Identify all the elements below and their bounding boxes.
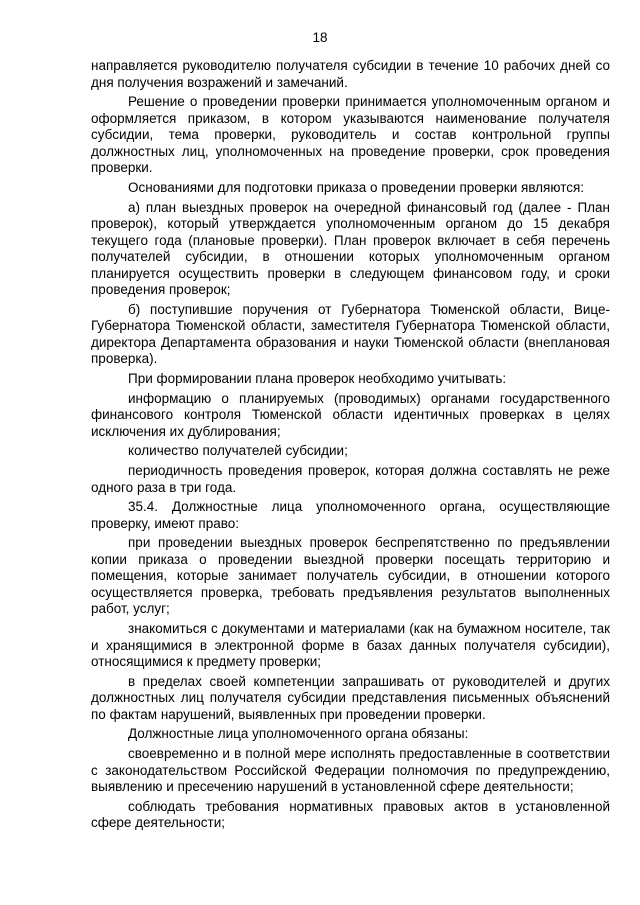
paragraph: Решение о проведении проверки принимается уполномоченным органом и оформляется приказом, в котором указываются наименование получателя субсидии, тема проверки, руководитель и состав контрольной группы должностных лиц, уполномоченных на проведение проверки, срок проведения проверки. (91, 94, 610, 176)
paragraph: количество получателей субсидии; (128, 443, 348, 459)
paragraph: своевременно и в полной мере исполнять предоставленные в соответствии с законодательством Российской Федерации полномочия по предупреждению, выявлению и пресечению нарушений в установленной сфере деятельности; (91, 746, 610, 795)
paragraph: При формировании плана проверок необходимо учитывать: (128, 370, 507, 386)
paragraph: периодичность проведения проверок, которая должна составлять не реже одного раза в три года. (91, 463, 610, 495)
paragraph: информацию о планируемых (проводимых) органами государственного финансового контроля Тюменской области идентичных проверках в целях исключения их дублирования; (91, 390, 610, 439)
page-number: 18 (312, 30, 328, 45)
document-body (91, 58, 610, 835)
paragraph: Должностные лица уполномоченного органа обязаны: (128, 726, 469, 742)
paragraph: соблюдать требования нормативных правовых актов в установленной сфере деятельности; (91, 798, 610, 831)
paragraph: а) план выездных проверок на очередной финансовый год (далее - План проверок), который утверждается уполномоченным органом до 15 декабря текущего года (плановые проверки). План проверок включает в себя перечень получателей субсидии, в отношении которых уполномоченным органом планируется осуществить проверки в следующем финансовом году, и сроки проведения проверок; (91, 199, 610, 298)
paragraph: Основаниями для подготовки приказа о проведении проверки являются: (128, 179, 585, 195)
paragraph: при проведении выездных проверок беспрепятственно по предъявлении копии приказа о проведении выездной проверки посещать территорию и помещения, которые занимает получатель субсидии, в отношении которого осуществляется проверка, требовать предъявления результатов выполненных работ, услуг; (91, 535, 610, 617)
paragraph: знакомиться с документами и материалами (как на бумажном носителе, так и хранящимися в электронной форме в базах данных получателя субсидии), относящимися к предмету проверки; (91, 621, 610, 670)
paragraph: направляется руководителю получателя субсидии в течение 10 рабочих дней со дня получения возражений и замечаний. (91, 58, 610, 90)
paragraph: в пределах своей компетенции запрашивать от руководителей и других должностных лиц получателя субсидии представления письменных объяснений по фактам нарушений, выявленных при проведении проверки. (91, 673, 610, 722)
paragraph: б) поступившие поручения от Губернатора Тюменской области, Вице-Губернатора Тюменской области, заместителя Губернатора Тюменской области, директора Департамента образования и науки Тюменской области (внеплановая проверка). (91, 301, 610, 367)
paragraph: 35.4. Должностные лица уполномоченного органа, осуществляющие проверку, имеют право: (91, 499, 610, 531)
